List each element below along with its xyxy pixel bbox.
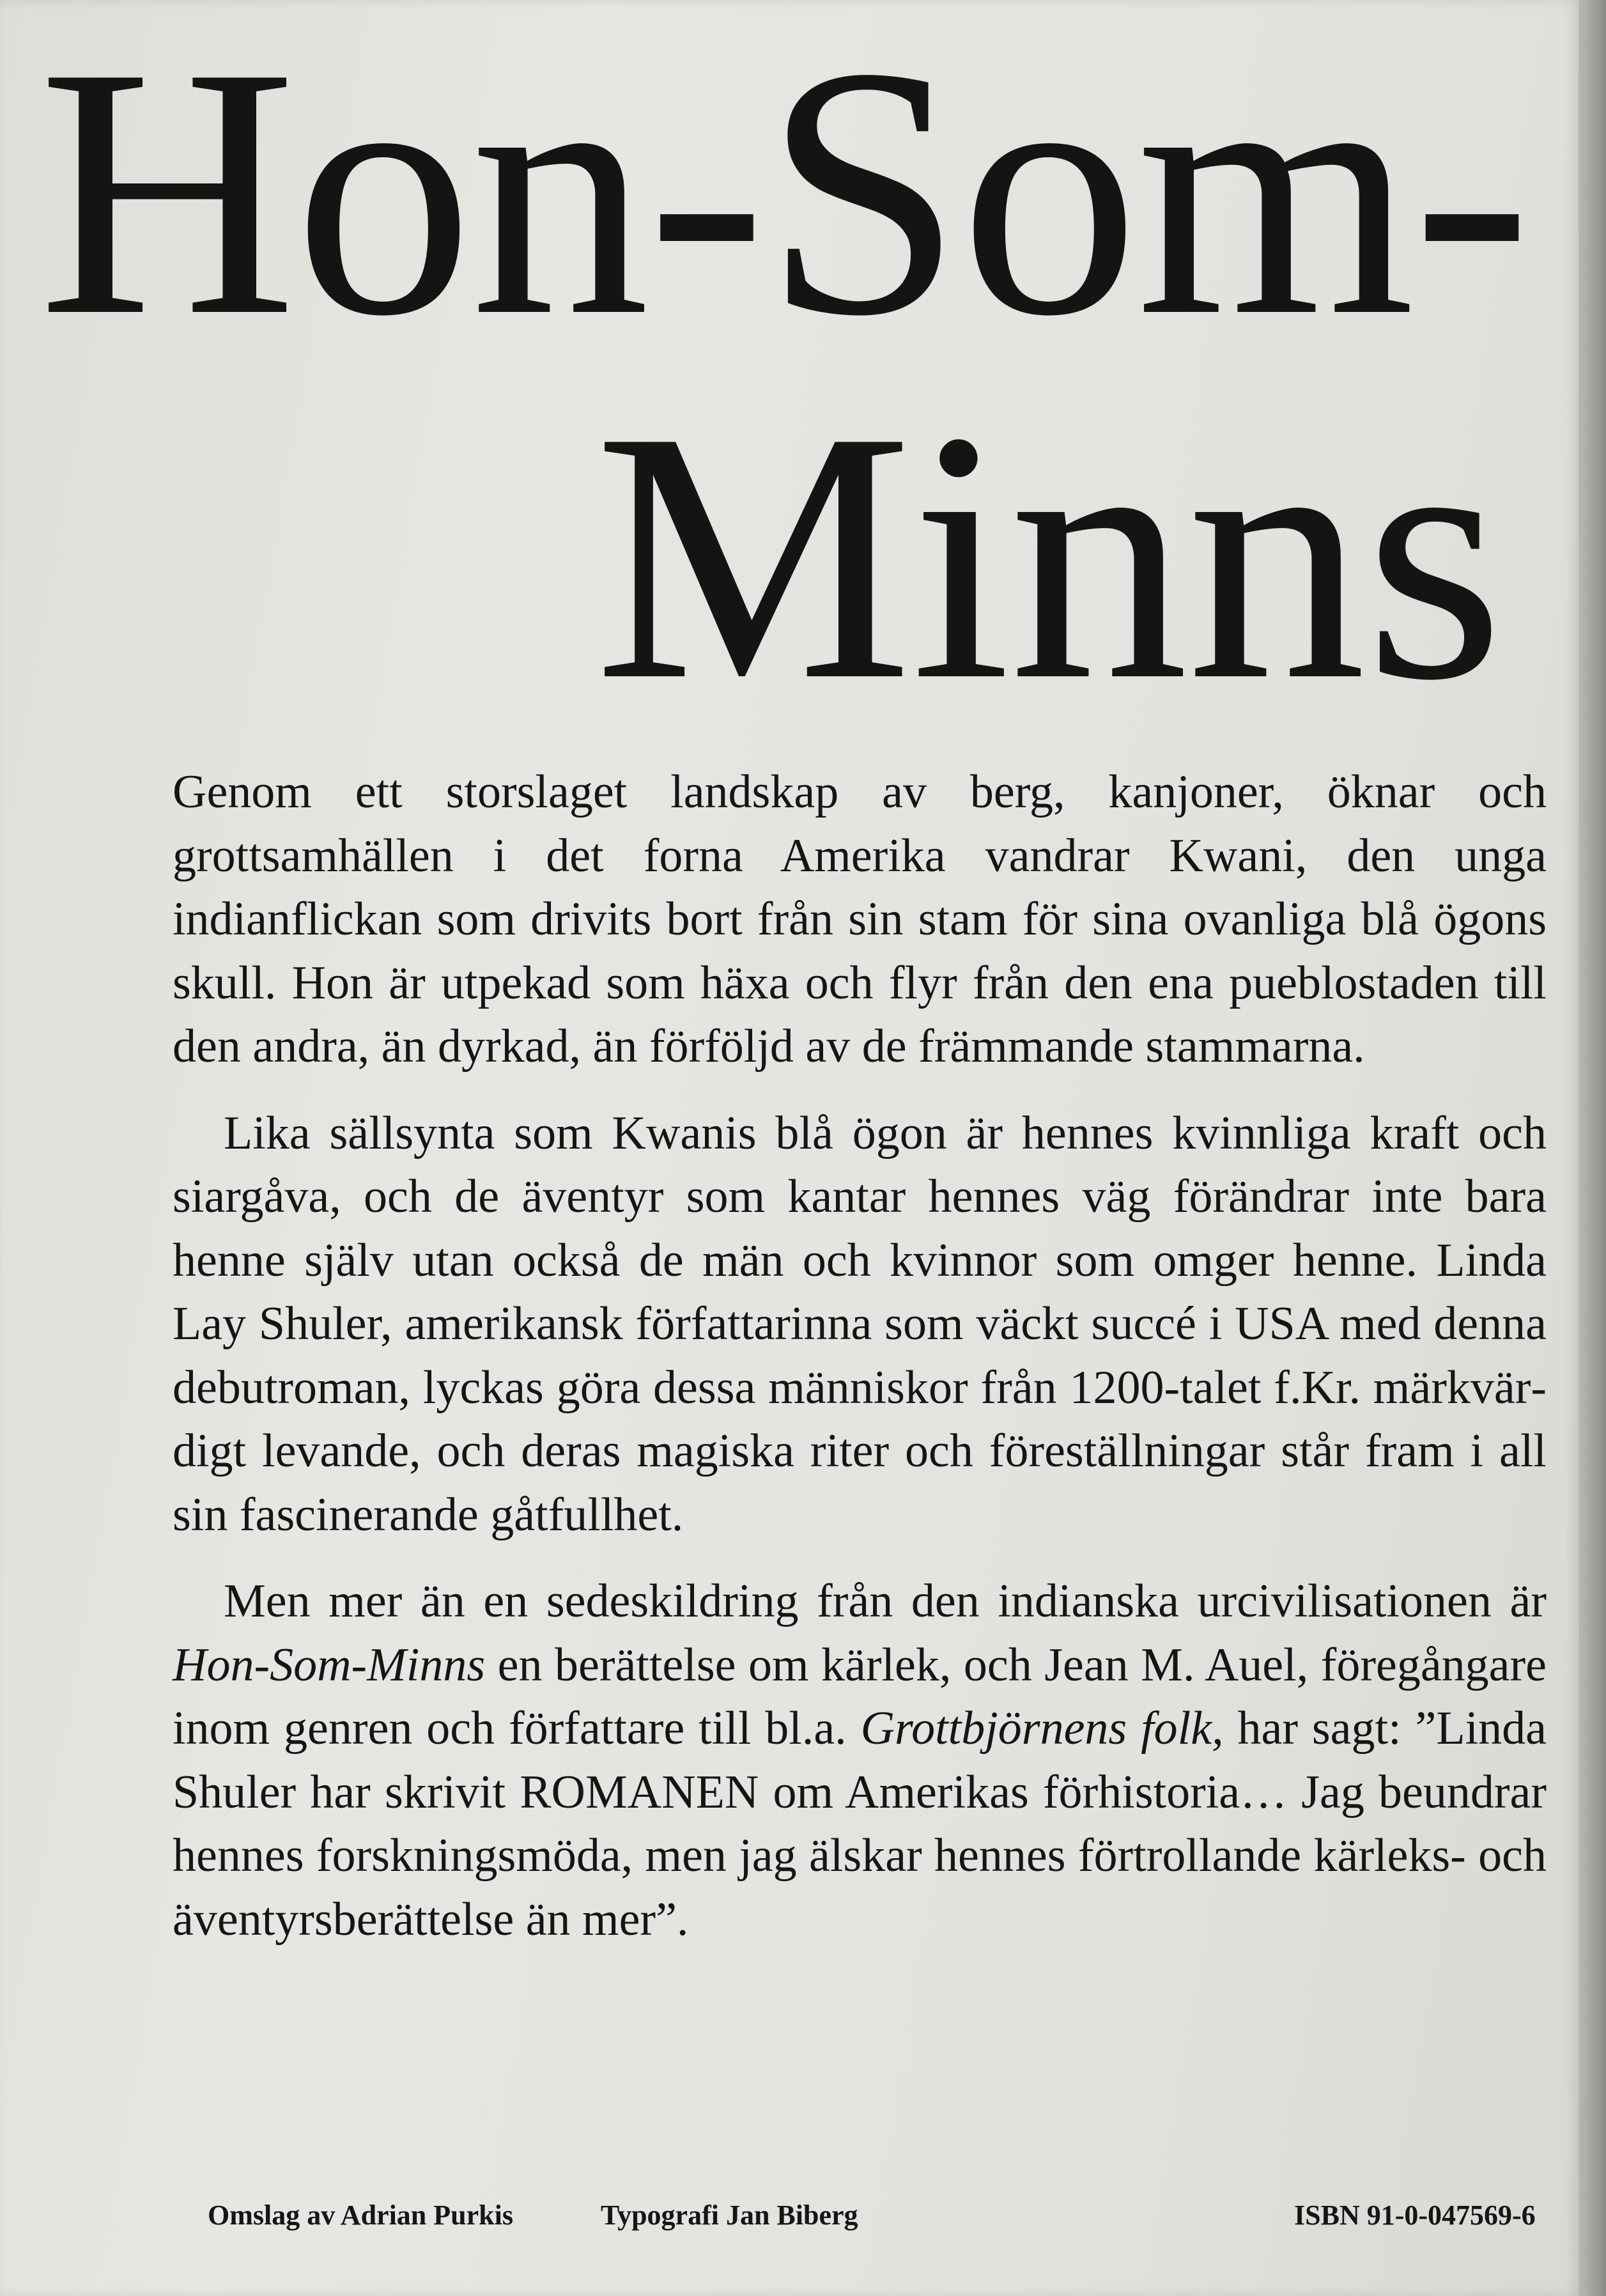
blurb-paragraph-1: Genom ett storslaget landskap av berg, kanjoner, öknar och grottsamhällen i det forna Amerika vandrar Kwani, den unga indianflickan som drivits bort från sin stam för sina ovanliga blå ögons skull. Hon är utpekad som häxa och flyr från den ena pueblostaden till den andra, än dyrkad, än förföljd av de främmande stammarna. bbox=[173, 766, 1547, 1073]
blurb-p3-text-a: Men mer än en sedeskildring från den indianska urcivilisationen är bbox=[224, 1575, 1547, 1627]
cover-credit: Omslag av Adrian Purkis bbox=[208, 2199, 513, 2231]
typography-credit: Typografi Jan Biberg bbox=[601, 2199, 858, 2231]
book-spine-edge bbox=[1579, 0, 1606, 2296]
blurb-p3-book-title: Hon-Som-Minns bbox=[173, 1638, 486, 1691]
book-blurb bbox=[173, 761, 1547, 1974]
book-title-line-1: Hon-Som- bbox=[38, 0, 1529, 390]
blurb-paragraph-2: Lika sällsynta som Kwanis blå ögon är hennes kvinnliga kraft och siargåva, och de äventyr som kantar hennes väg förändrar inte bara henne själv utan också de män och kvinnor som omger henne. Linda Lay Shuler, amerikansk författarinna som väckt succé i USA med denna debutroman, lyckas göra dessa människor från 1200-talet f.Kr. märkvärdigt levande, och deras magiska riter och föreställningar står fram i all sin fascinerande gåtfullhet. bbox=[173, 1106, 1547, 1541]
blurb-paragraph-3 bbox=[173, 1570, 1547, 1951]
book-title-line-2: Minns bbox=[594, 358, 1503, 754]
blurb-p3-referenced-book: Grottbjörnens folk, bbox=[860, 1702, 1224, 1755]
blurb-p3-text-b: en berättelse om kärlek, och Jean M. Auel, föregångare inom genren och författare till bl.a. bbox=[173, 1638, 1547, 1755]
isbn: ISBN 91-0-047569-6 bbox=[1294, 2199, 1536, 2231]
blurb-p3-text-c: har sagt: ”Linda Shuler har skrivit ROMANEN om Amerikas förhistoria… Jag beundrar hennes forskningsmöda, men jag älskar hennes förtrollande kärleks- och äventyrsberättelse än mer”. bbox=[173, 1702, 1547, 1946]
